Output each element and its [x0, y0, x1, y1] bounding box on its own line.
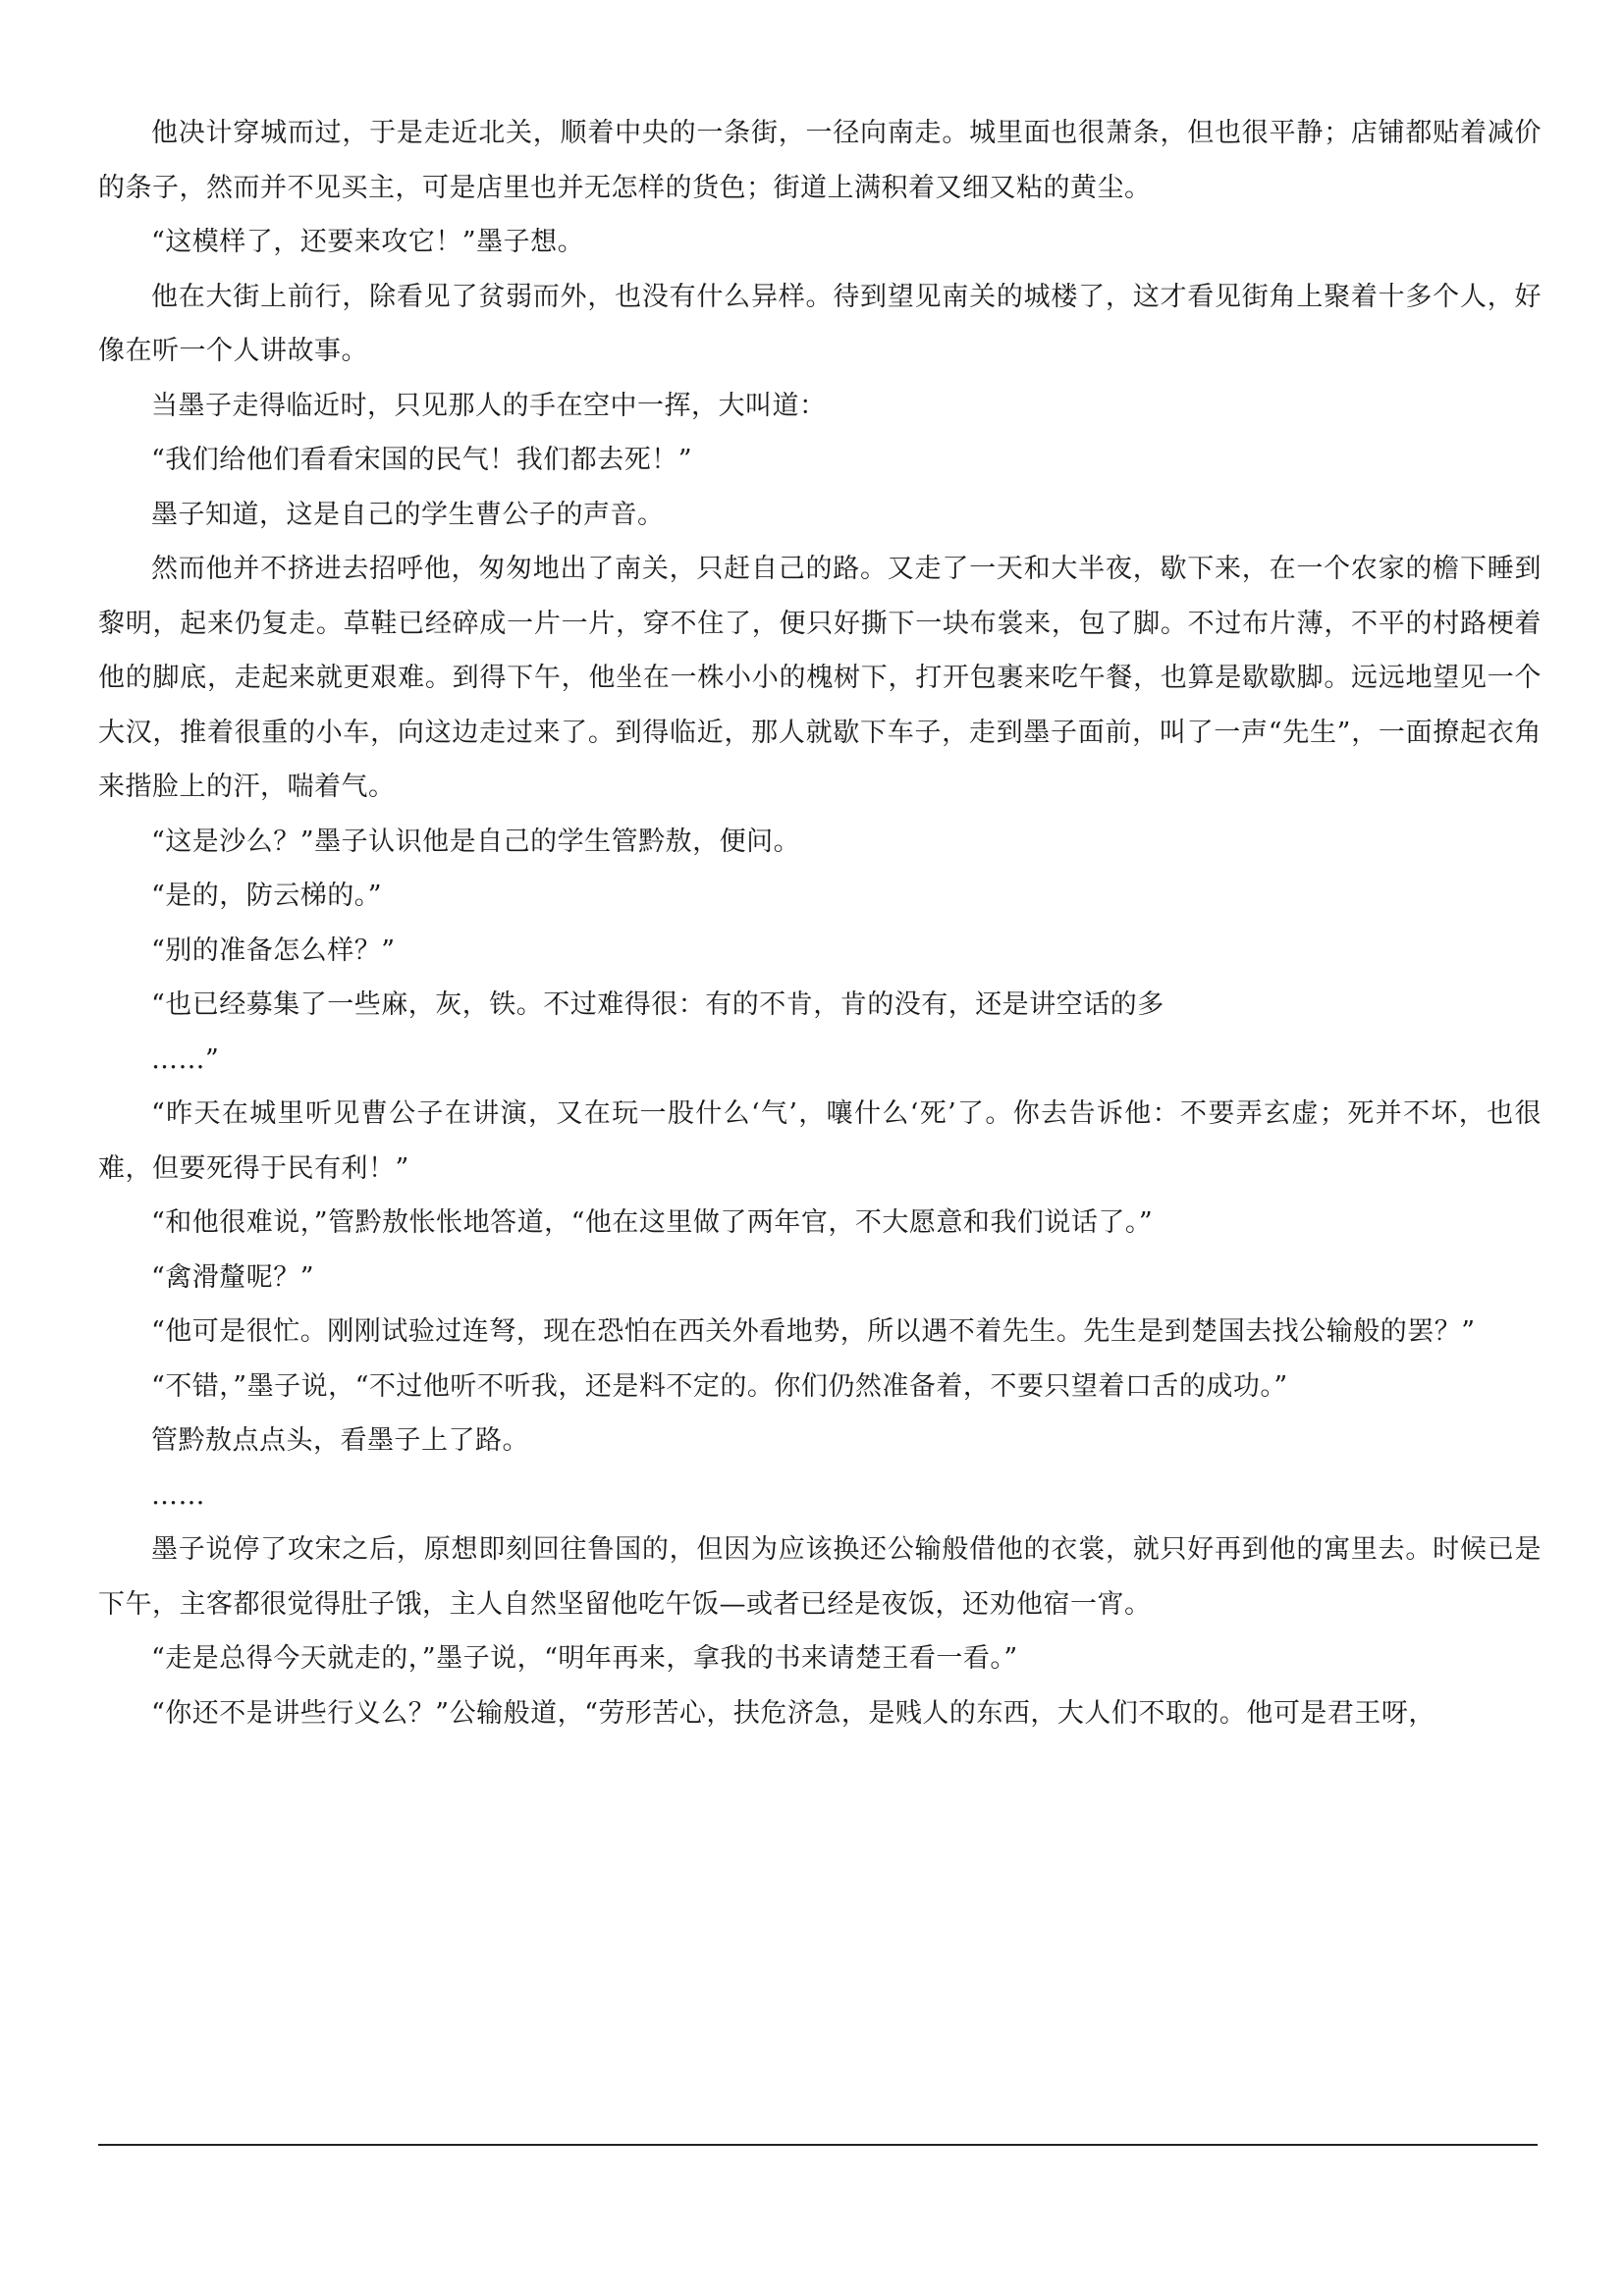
paragraph: “也已经募集了一些麻，灰，铁。不过难得很：有的不肯，肯的没有，还是讲空话的多 [151, 989, 1164, 1020]
paragraph: 他决计穿城而过，于是走近北关，顺着中央的一条街，一径向南走。城里面也很萧条，但也很平静；店铺都贴着减价的条子，然而并不见买主，可是店里也并无怎样的货色；街道上满积着又细又粘的黄尘。 [98, 118, 1542, 203]
paragraph: “我们给他们看看宋国的民气！我们都去死！” [151, 445, 693, 475]
paragraph: “走是总得今天就走的，”墨子说，“明年再来，拿我的书来请楚王看一看。” [151, 1643, 1018, 1674]
paragraph: 管黔敖点点头，看墨子上了路。 [151, 1425, 529, 1456]
footer-rule [98, 2144, 1538, 2146]
paragraph: ……” [151, 1043, 220, 1075]
paragraph: 墨子知道，这是自己的学生曹公子的声音。 [151, 499, 665, 530]
paragraph: 他在大街上前行，除看见了贫弱而外，也没有什么异样。待到望见南关的城楼了，这才看见街角上聚着十多个人，好像在听一个人讲故事。 [98, 281, 1542, 366]
paragraph: 墨子说停了攻宋之后，原想即刻回往鲁国的，但因为应该换还公输般借他的衣裳，就只好再到他的寓里去。时候已是下午，主客都很觉得肚子饿，主人自然坚留他吃午饭—或者已经是夜饭，还劝他宿一宵。 [98, 1534, 1542, 1620]
paragraph: “禽滑釐呢？” [151, 1261, 315, 1293]
paragraph: …… [151, 1479, 205, 1511]
paragraph: “这是沙么？”墨子认识他是自己的学生管黔敖，便问。 [151, 826, 801, 857]
paragraph: 当墨子走得临近时，只见那人的手在空中一挥，大叫道： [151, 390, 827, 421]
paragraph: “你还不是讲些行义么？”公输般道，“劳形苦心，扶危济急，是贱人的东西，大人们不取的。他可是君王呀， [151, 1697, 1435, 1729]
paragraph: 然而他并不挤进去招呼他，匆匆地出了南关，只赶自己的路。又走了一天和大半夜，歇下来，在一个农家的檐下睡到黎明，起来仍复走。草鞋已经碎成一片一片，穿不住了，便只好撕下一块布裳来，包了脚。不过布片薄，不平的村路梗着他的脚底，走起来就更艰难。到得下午，他坐在一株小小的槐树下，打开包裹来吃午餐，也算是歇歇脚。远远地望见一个大汉，推着很重的小车，向这边走过来了。到得临近，那人就歇下车子，走到墨子面前，叫了一声“先生”，一面撩起衣角来揩脸上的汗，喘着气。 [98, 554, 1542, 802]
paragraph: “昨天在城里听见曹公子在讲演，又在玩一股什么‘气’，嚷什么‘死’了。你去告诉他：不要弄玄虚；死并不坏，也很难，但要死得于民有利！” [98, 1098, 1542, 1184]
paragraph: “他可是很忙。刚刚试验过连弩，现在恐怕在西关外看地势，所以遇不着先生。先生是到楚国去找公输般的罢？” [151, 1316, 1476, 1347]
body-text [98, 106, 1542, 1740]
paragraph: “和他很难说，”管黔敖怅怅地答道，“他在这里做了两年官，不大愿意和我们说话了。” [151, 1207, 1154, 1238]
paragraph: “别的准备怎么样？” [151, 934, 396, 966]
paragraph: “不错，”墨子说，“不过他听不听我，还是料不定的。你们仍然准备着，不要只望着口舌的成功。” [151, 1370, 1288, 1402]
paragraph: “这模样了，还要来攻它！”墨子想。 [151, 227, 585, 257]
paragraph: “是的，防云梯的。” [151, 881, 383, 911]
